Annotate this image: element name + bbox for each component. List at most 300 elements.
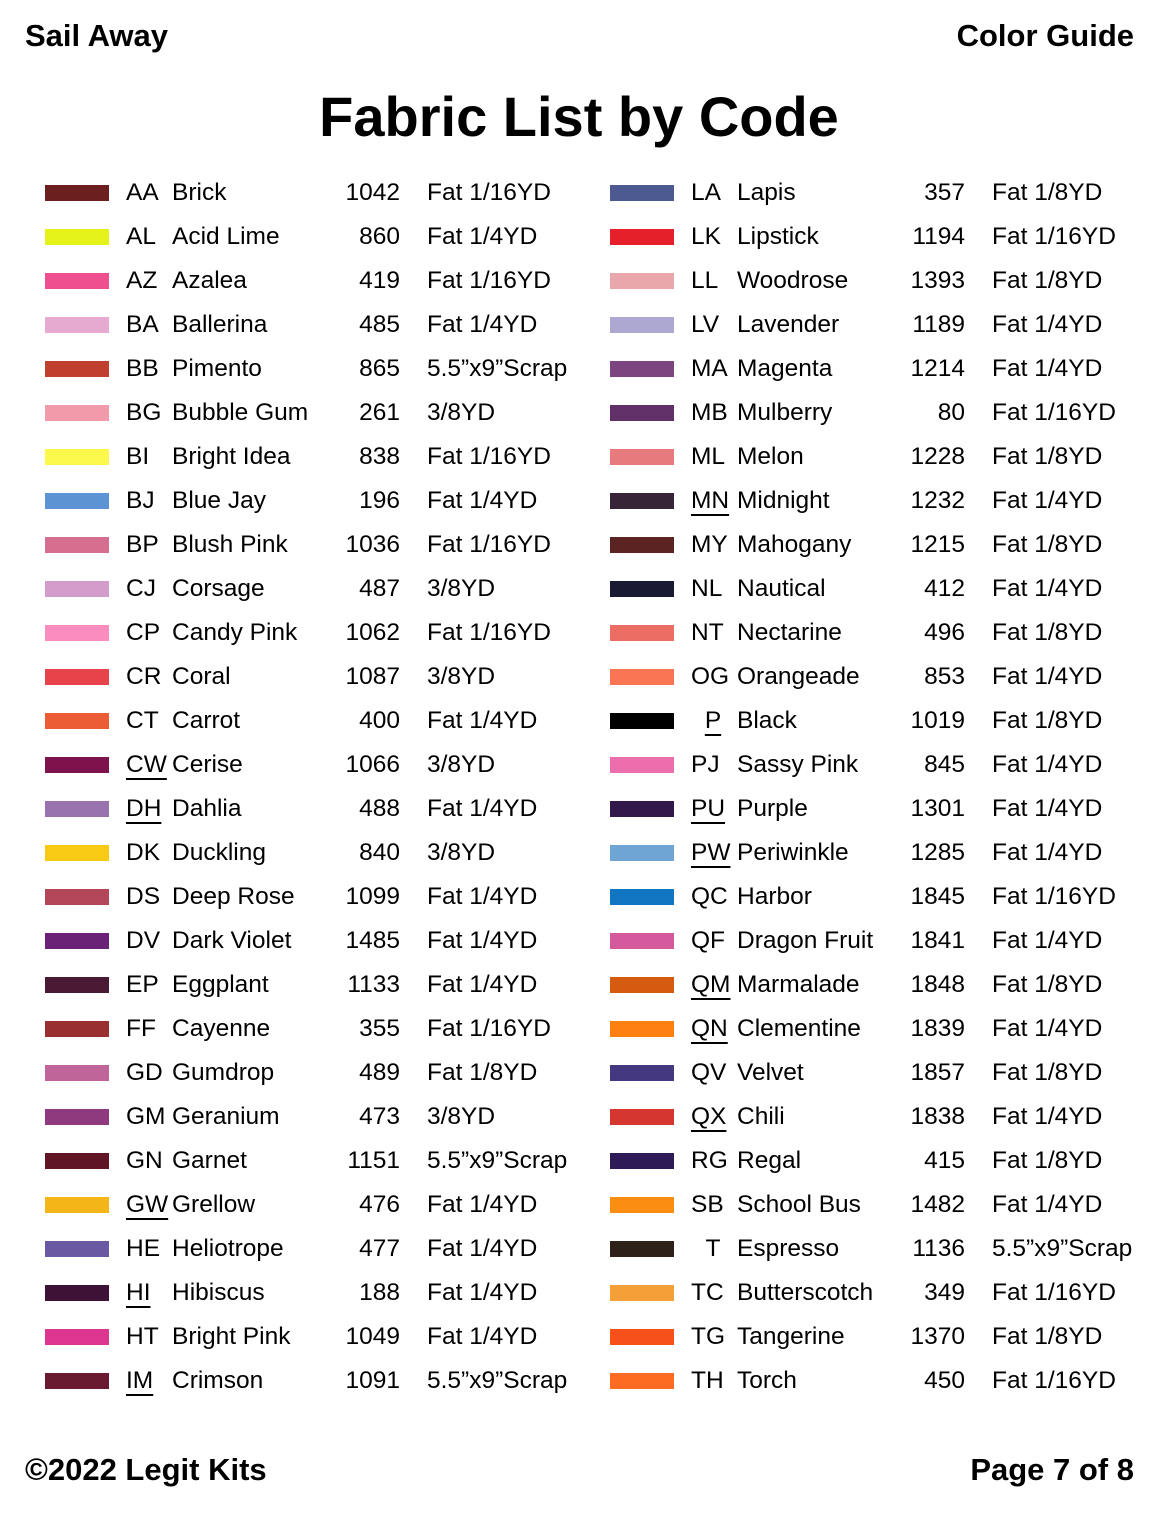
fabric-code: HI — [126, 1279, 151, 1306]
fabric-name: Sassy Pink — [737, 751, 859, 778]
fabric-row — [45, 919, 605, 963]
fabric-code: P — [704, 707, 722, 734]
fabric-code: QX — [691, 1103, 727, 1130]
fabric-name: Lipstick — [737, 223, 819, 250]
fabric-cut: Fat 1/4YD — [992, 663, 1103, 690]
fabric-number: 1857 — [910, 1059, 965, 1086]
fabric-row — [45, 215, 605, 259]
fabric-code: SB — [691, 1191, 724, 1218]
fabric-code: AA — [126, 179, 159, 206]
fabric-name: Cayenne — [172, 1015, 271, 1042]
fabric-cut: 3/8YD — [427, 575, 496, 602]
fabric-name: Butterscotch — [737, 1279, 874, 1306]
fabric-number: 450 — [924, 1367, 965, 1394]
fabric-cut: 5.5”x9”Scrap — [427, 1147, 568, 1174]
fabric-row — [45, 1271, 605, 1315]
fabric-row — [610, 1051, 1158, 1095]
fabric-cut: Fat 1/16YD — [992, 1279, 1116, 1306]
fabric-cut: Fat 1/4YD — [992, 927, 1103, 954]
fabric-number: 1066 — [345, 751, 400, 778]
fabric-number: 188 — [359, 1279, 400, 1306]
color-swatch — [610, 669, 674, 685]
fabric-cut: Fat 1/4YD — [427, 971, 538, 998]
fabric-code: TG — [691, 1323, 726, 1350]
color-swatch — [610, 1241, 674, 1257]
fabric-name: Dragon Fruit — [737, 927, 874, 954]
fabric-name: Periwinkle — [737, 839, 849, 866]
fabric-cut: Fat 1/4YD — [427, 223, 538, 250]
fabric-row — [45, 963, 605, 1007]
fabric-number: 261 — [359, 399, 400, 426]
fabric-cut: Fat 1/16YD — [427, 179, 551, 206]
fabric-name: Crimson — [172, 1367, 264, 1394]
color-swatch — [610, 933, 674, 949]
fabric-row — [610, 699, 1158, 743]
fabric-row — [610, 743, 1158, 787]
color-swatch — [610, 1197, 674, 1213]
color-swatch — [610, 229, 674, 245]
fabric-row — [610, 831, 1158, 875]
fabric-cut: Fat 1/4YD — [992, 1015, 1103, 1042]
color-swatch — [45, 1109, 109, 1125]
color-swatch — [45, 889, 109, 905]
fabric-code: CR — [126, 663, 162, 690]
fabric-number: 355 — [359, 1015, 400, 1042]
fabric-row — [45, 347, 605, 391]
color-swatch — [45, 493, 109, 509]
fabric-code: ML — [691, 443, 726, 470]
color-swatch — [610, 581, 674, 597]
fabric-cut: 5.5”x9”Scrap — [427, 1367, 568, 1394]
fabric-name: Bubble Gum — [172, 399, 309, 426]
fabric-code: CW — [126, 751, 167, 778]
color-swatch — [610, 845, 674, 861]
fabric-cut: Fat 1/8YD — [992, 443, 1103, 470]
fabric-row — [610, 1359, 1158, 1403]
fabric-code: GW — [126, 1191, 169, 1218]
color-swatch — [45, 405, 109, 421]
fabric-number: 477 — [359, 1235, 400, 1262]
fabric-code: BA — [126, 311, 159, 338]
color-swatch — [45, 977, 109, 993]
fabric-code: QC — [691, 883, 728, 910]
fabric-number: 1136 — [912, 1235, 965, 1262]
color-swatch — [45, 317, 109, 333]
fabric-number: 349 — [924, 1279, 965, 1306]
fabric-cut: Fat 1/4YD — [427, 311, 538, 338]
fabric-cut: Fat 1/16YD — [427, 1015, 551, 1042]
fabric-cut: Fat 1/4YD — [992, 839, 1103, 866]
color-swatch — [45, 1373, 109, 1389]
fabric-cut: Fat 1/4YD — [427, 1279, 538, 1306]
fabric-row — [45, 787, 605, 831]
fabric-number: 838 — [359, 443, 400, 470]
fabric-number: 840 — [359, 839, 400, 866]
fabric-cut: Fat 1/16YD — [427, 267, 551, 294]
color-swatch — [610, 1329, 674, 1345]
fabric-cut: Fat 1/4YD — [992, 487, 1103, 514]
fabric-name: Coral — [172, 663, 231, 690]
fabric-name: Chili — [737, 1103, 785, 1130]
color-swatch — [610, 625, 674, 641]
color-swatch — [610, 537, 674, 553]
fabric-row — [610, 303, 1158, 347]
fabric-row — [45, 567, 605, 611]
color-swatch — [45, 1153, 109, 1169]
fabric-cut: Fat 1/8YD — [992, 1323, 1103, 1350]
fabric-name: Velvet — [737, 1059, 804, 1086]
fabric-row — [610, 391, 1158, 435]
fabric-name: Gumdrop — [172, 1059, 275, 1086]
fabric-name: Woodrose — [737, 267, 849, 294]
fabric-code: MA — [691, 355, 728, 382]
fabric-code: QV — [691, 1059, 727, 1086]
fabric-cut: Fat 1/4YD — [992, 795, 1103, 822]
fabric-row — [610, 787, 1158, 831]
header-title: Sail Away — [25, 18, 169, 53]
fabric-name: Bright Pink — [172, 1323, 291, 1350]
fabric-row — [610, 567, 1158, 611]
fabric-name: Espresso — [737, 1235, 840, 1262]
fabric-name: Purple — [737, 795, 808, 822]
fabric-row — [45, 1007, 605, 1051]
fabric-name: Cerise — [172, 751, 243, 778]
fabric-code: PJ — [691, 751, 720, 778]
color-swatch — [45, 229, 109, 245]
fabric-row — [610, 919, 1158, 963]
fabric-list-right-column — [610, 171, 1158, 1403]
fabric-cut: Fat 1/16YD — [427, 619, 551, 646]
fabric-name: Marmalade — [737, 971, 860, 998]
fabric-row — [610, 259, 1158, 303]
color-swatch — [45, 1197, 109, 1213]
fabric-code: EP — [126, 971, 159, 998]
fabric-code: PW — [691, 839, 731, 866]
fabric-name: Orangeade — [737, 663, 860, 690]
fabric-code: NT — [691, 619, 724, 646]
fabric-cut: 5.5”x9”Scrap — [427, 355, 568, 382]
fabric-cut: Fat 1/4YD — [427, 707, 538, 734]
fabric-name: Hibiscus — [172, 1279, 265, 1306]
fabric-cut: Fat 1/16YD — [427, 531, 551, 558]
fabric-cut: Fat 1/4YD — [427, 883, 538, 910]
color-swatch — [45, 845, 109, 861]
fabric-row — [610, 479, 1158, 523]
fabric-cut: Fat 1/4YD — [427, 927, 538, 954]
fabric-number: 1845 — [910, 883, 965, 910]
color-swatch — [610, 1109, 674, 1125]
color-swatch — [610, 889, 674, 905]
fabric-cut: 3/8YD — [427, 399, 496, 426]
color-swatch — [610, 713, 674, 729]
fabric-code: DK — [126, 839, 161, 866]
fabric-number: 1087 — [345, 663, 400, 690]
fabric-number: 487 — [359, 575, 400, 602]
fabric-list-left-column — [45, 171, 605, 1403]
fabric-number: 1215 — [910, 531, 965, 558]
fabric-name: Mulberry — [737, 399, 833, 426]
fabric-number: 853 — [924, 663, 965, 690]
fabric-code: PU — [691, 795, 726, 822]
fabric-code: QN — [691, 1015, 728, 1042]
fabric-name: Bright Idea — [172, 443, 291, 470]
fabric-row — [610, 1227, 1158, 1271]
fabric-number: 1301 — [910, 795, 965, 822]
fabric-number: 1841 — [910, 927, 965, 954]
color-swatch — [610, 1285, 674, 1301]
fabric-name: Grellow — [172, 1191, 256, 1218]
fabric-name: Nautical — [737, 575, 826, 602]
fabric-cut: Fat 1/8YD — [992, 971, 1103, 998]
fabric-name: Dark Violet — [172, 927, 292, 954]
color-swatch — [45, 713, 109, 729]
fabric-code: GM — [126, 1103, 166, 1130]
fabric-number: 415 — [924, 1147, 965, 1174]
fabric-row — [45, 875, 605, 919]
fabric-row — [45, 699, 605, 743]
fabric-number: 196 — [359, 487, 400, 514]
color-swatch — [45, 801, 109, 817]
fabric-code: CP — [126, 619, 161, 646]
fabric-number: 400 — [359, 707, 400, 734]
fabric-row — [45, 743, 605, 787]
fabric-cut: Fat 1/4YD — [427, 1323, 538, 1350]
fabric-code: DH — [126, 795, 162, 822]
fabric-row — [610, 1183, 1158, 1227]
fabric-row — [45, 1183, 605, 1227]
color-swatch — [45, 933, 109, 949]
fabric-cut: 3/8YD — [427, 663, 496, 690]
fabric-row — [610, 1271, 1158, 1315]
fabric-cut: Fat 1/16YD — [427, 443, 551, 470]
fabric-cut: Fat 1/16YD — [992, 1367, 1116, 1394]
color-swatch — [45, 669, 109, 685]
fabric-name: Lapis — [737, 179, 796, 206]
fabric-code: AZ — [126, 267, 158, 294]
fabric-row — [45, 1359, 605, 1403]
fabric-row — [45, 831, 605, 875]
fabric-name: Melon — [737, 443, 804, 470]
color-swatch — [45, 537, 109, 553]
fabric-name: Blush Pink — [172, 531, 288, 558]
fabric-row — [45, 391, 605, 435]
fabric-code: BI — [126, 443, 150, 470]
fabric-row — [45, 655, 605, 699]
fabric-number: 1189 — [912, 311, 965, 338]
fabric-number: 1482 — [910, 1191, 965, 1218]
fabric-cut: Fat 1/16YD — [992, 883, 1116, 910]
fabric-code: BB — [126, 355, 159, 382]
fabric-code: CJ — [126, 575, 156, 602]
fabric-cut: Fat 1/4YD — [992, 575, 1103, 602]
color-swatch — [45, 1065, 109, 1081]
fabric-number: 496 — [924, 619, 965, 646]
fabric-name: Geranium — [172, 1103, 280, 1130]
color-swatch — [610, 1153, 674, 1169]
fabric-number: 473 — [359, 1103, 400, 1130]
fabric-code: GN — [126, 1147, 163, 1174]
fabric-row — [45, 259, 605, 303]
copyright: ©2022 Legit Kits — [25, 1452, 267, 1487]
fabric-number: 1228 — [910, 443, 965, 470]
color-swatch — [610, 493, 674, 509]
fabric-name: Eggplant — [172, 971, 269, 998]
fabric-code: LL — [691, 267, 719, 294]
fabric-row — [45, 479, 605, 523]
page-number: Page 7 of 8 — [970, 1452, 1134, 1487]
fabric-cut: Fat 1/4YD — [427, 1191, 538, 1218]
fabric-row — [610, 1007, 1158, 1051]
color-swatch — [610, 405, 674, 421]
header-section: Color Guide — [956, 18, 1134, 53]
color-swatch — [610, 361, 674, 377]
fabric-code: BG — [126, 399, 162, 426]
fabric-number: 845 — [924, 751, 965, 778]
fabric-name: Lavender — [737, 311, 840, 338]
fabric-name: Nectarine — [737, 619, 842, 646]
fabric-name: Acid Lime — [172, 223, 280, 250]
color-swatch — [45, 185, 109, 201]
fabric-code: NL — [691, 575, 723, 602]
fabric-number: 357 — [924, 179, 965, 206]
fabric-number: 860 — [359, 223, 400, 250]
color-swatch — [610, 317, 674, 333]
fabric-name: Magenta — [737, 355, 833, 382]
fabric-code: CT — [126, 707, 159, 734]
fabric-row — [610, 1139, 1158, 1183]
fabric-cut: Fat 1/4YD — [427, 487, 538, 514]
fabric-number: 1838 — [910, 1103, 965, 1130]
fabric-code: TC — [691, 1279, 724, 1306]
color-swatch — [45, 273, 109, 289]
fabric-number: 1214 — [910, 355, 965, 382]
fabric-name: Midnight — [737, 487, 830, 514]
fabric-name: Torch — [737, 1367, 797, 1394]
color-swatch — [45, 581, 109, 597]
fabric-number: 1285 — [910, 839, 965, 866]
fabric-number: 1370 — [910, 1323, 965, 1350]
color-swatch — [610, 757, 674, 773]
fabric-code: BP — [126, 531, 159, 558]
fabric-code: MB — [691, 399, 728, 426]
fabric-code: DV — [126, 927, 161, 954]
fabric-number: 1232 — [910, 487, 965, 514]
fabric-name: Regal — [737, 1147, 802, 1174]
fabric-cut: Fat 1/4YD — [992, 1191, 1103, 1218]
fabric-row — [45, 1139, 605, 1183]
fabric-cut: Fat 1/8YD — [992, 267, 1103, 294]
fabric-code: GD — [126, 1059, 163, 1086]
fabric-row — [45, 611, 605, 655]
fabric-row — [45, 1095, 605, 1139]
fabric-row — [610, 875, 1158, 919]
fabric-code: TH — [691, 1367, 724, 1394]
fabric-number: 865 — [359, 355, 400, 382]
fabric-number: 1133 — [347, 971, 400, 998]
fabric-name: Black — [737, 707, 797, 734]
fabric-row — [45, 523, 605, 567]
color-swatch — [45, 757, 109, 773]
fabric-row — [45, 303, 605, 347]
fabric-name: Dahlia — [172, 795, 242, 822]
fabric-code: LK — [691, 223, 721, 250]
color-swatch — [45, 1241, 109, 1257]
fabric-cut: Fat 1/8YD — [427, 1059, 538, 1086]
fabric-cut: 3/8YD — [427, 839, 496, 866]
fabric-name: Blue Jay — [172, 487, 266, 514]
page-title: Fabric List by Code — [319, 85, 839, 148]
fabric-number: 1194 — [912, 223, 965, 250]
fabric-number: 1042 — [345, 179, 400, 206]
fabric-name: Brick — [172, 179, 227, 206]
color-swatch — [45, 625, 109, 641]
fabric-number: 1036 — [345, 531, 400, 558]
fabric-number: 476 — [359, 1191, 400, 1218]
fabric-name: Carrot — [172, 707, 241, 734]
fabric-row — [610, 523, 1158, 567]
fabric-code: BJ — [126, 487, 155, 514]
fabric-name: Candy Pink — [172, 619, 298, 646]
fabric-cut: Fat 1/4YD — [992, 355, 1103, 382]
color-swatch — [45, 449, 109, 465]
fabric-row — [45, 171, 605, 215]
fabric-row — [610, 1315, 1158, 1359]
color-swatch — [45, 361, 109, 377]
fabric-code: AL — [126, 223, 156, 250]
color-swatch — [610, 1021, 674, 1037]
fabric-cut: Fat 1/8YD — [992, 1147, 1103, 1174]
fabric-name: Corsage — [172, 575, 265, 602]
fabric-code: MN — [691, 487, 730, 514]
fabric-number: 1393 — [910, 267, 965, 294]
fabric-name: Mahogany — [737, 531, 852, 558]
fabric-cut: 3/8YD — [427, 1103, 496, 1130]
fabric-cut: Fat 1/16YD — [992, 399, 1116, 426]
fabric-number: 80 — [937, 399, 965, 426]
fabric-name: Garnet — [172, 1147, 247, 1174]
fabric-cut: 5.5”x9”Scrap — [992, 1235, 1133, 1262]
fabric-row — [610, 435, 1158, 479]
fabric-row — [610, 655, 1158, 699]
fabric-cut: 3/8YD — [427, 751, 496, 778]
fabric-row — [610, 215, 1158, 259]
fabric-code: DS — [126, 883, 161, 910]
fabric-cut: Fat 1/8YD — [992, 707, 1103, 734]
fabric-code: FF — [126, 1015, 156, 1042]
fabric-row — [45, 1051, 605, 1095]
fabric-name: Deep Rose — [172, 883, 295, 910]
color-swatch — [45, 1021, 109, 1037]
fabric-number: 1091 — [345, 1367, 400, 1394]
fabric-name: Duckling — [172, 839, 266, 866]
fabric-code: HT — [126, 1323, 159, 1350]
fabric-row — [610, 347, 1158, 391]
fabric-name: Azalea — [172, 267, 247, 294]
fabric-code: IM — [126, 1367, 154, 1394]
fabric-row — [45, 1315, 605, 1359]
fabric-code: LV — [691, 311, 720, 338]
fabric-name: Ballerina — [172, 311, 268, 338]
fabric-row — [610, 963, 1158, 1007]
color-swatch — [45, 1285, 109, 1301]
fabric-code: LA — [691, 179, 721, 206]
color-swatch — [610, 273, 674, 289]
fabric-cut: Fat 1/8YD — [992, 619, 1103, 646]
fabric-code: OG — [691, 663, 730, 690]
fabric-number: 1485 — [345, 927, 400, 954]
fabric-number: 419 — [359, 267, 400, 294]
color-swatch — [610, 1373, 674, 1389]
